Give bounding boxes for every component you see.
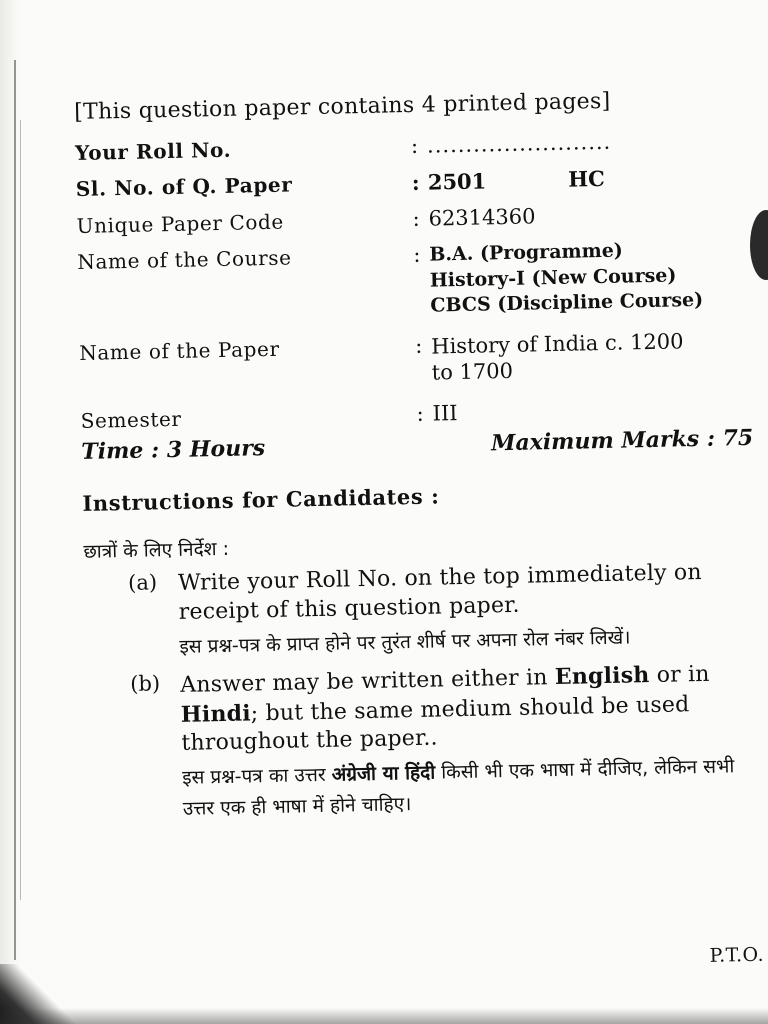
paper-name-line-2: to 1700: [431, 359, 514, 385]
instruction-a-english: Write your Roll No. on the top immediately on receipt of this question paper.: [177, 560, 703, 625]
maximum-marks: Maximum Marks : 75: [490, 425, 754, 457]
instruction-b-text-3: ; but the same medium should be used throughout the paper..: [181, 691, 690, 757]
unique-code-label: Unique Paper Code: [76, 209, 285, 238]
sl-no-row: [76, 163, 748, 202]
instruction-b-text-1: Answer may be written either in: [180, 665, 556, 698]
course-line-2: History-I (New Course): [429, 264, 677, 292]
paper-name-value: [431, 328, 684, 386]
sl-no-separator: :: [411, 169, 420, 195]
semester-value: III: [432, 401, 458, 426]
unique-code-value: 62314360: [428, 204, 536, 231]
unique-code-separator: :: [412, 206, 420, 231]
course-label: Name of the Course: [77, 245, 292, 274]
instruction-b-english: [180, 659, 758, 759]
paper-name-label: Name of the Paper: [79, 336, 280, 365]
binding-line-secondary: [20, 120, 21, 900]
bottom-shadow: [0, 1008, 768, 1024]
course-separator: :: [413, 242, 421, 267]
instructions-heading: Instructions for Candidates :: [82, 483, 440, 517]
pto-label: P.T.O.: [709, 943, 765, 967]
course-line-1: B.A. (Programme): [429, 239, 624, 266]
roll-no-value: ........................: [426, 129, 612, 158]
paper-name-row: [79, 327, 752, 394]
paper-name-separator: :: [414, 333, 423, 358]
time-marks-row: [81, 425, 753, 465]
instruction-b-hindi-word: Hindi: [180, 699, 252, 728]
sl-no-code: HC: [567, 165, 606, 192]
course-row: [77, 236, 750, 327]
roll-no-label: Your Roll No.: [74, 137, 232, 165]
instruction-b-hindi-bold: अंग्रेजी या हिंदी: [331, 761, 436, 786]
instructions-heading-hindi: छात्रों के लिए निर्देश :: [83, 538, 230, 564]
semester-separator: :: [416, 402, 424, 427]
sl-no-value: 2501: [427, 168, 487, 195]
instruction-b-hindi-text-2: किसी भी एक भाषा में दीजिए, लेकिन सभी उत्तर एक ही भाषा में होने चाहिए।: [182, 755, 735, 820]
instruction-a-marker: (a): [127, 570, 158, 596]
page-left-edge: [0, 0, 22, 1024]
instruction-b-text-2: or in: [649, 661, 710, 689]
semester-label: Semester: [80, 407, 182, 434]
instruction-a-body: [178, 558, 756, 663]
scan-artifact: [750, 210, 768, 280]
roll-no-separator: :: [410, 133, 419, 158]
paper-name-line-1: History of India c. 1200: [430, 329, 684, 359]
unique-code-row: [76, 200, 748, 238]
time-allowed: Time : 3 Hours: [81, 435, 266, 466]
instruction-b-body: [180, 659, 759, 825]
instruction-item-a: [84, 558, 758, 665]
instruction-item-b: [86, 659, 761, 828]
roll-no-row: [75, 127, 747, 165]
instruction-b-hindi-text-1: इस प्रश्न-पत्र का उत्तर: [181, 763, 332, 789]
instruction-b-english-word: English: [554, 662, 650, 691]
course-line-3: CBCS (Discipline Course): [430, 289, 704, 317]
printed-pages-note: [This question paper contains 4 printed pages]: [74, 88, 611, 125]
instruction-a-hindi: इस प्रश्न-पत्र के प्राप्त होने पर तुरंत शीर्ष पर अपना रोल नंबर लिखें।: [179, 626, 631, 658]
binding-line: [14, 60, 16, 960]
course-value: [429, 237, 703, 320]
question-paper-page: [74, 86, 765, 1000]
instruction-b-hindi: [182, 751, 759, 826]
instruction-b-marker: (b): [129, 671, 161, 696]
sl-no-label: Sl. No. of Q. Paper: [75, 172, 293, 201]
